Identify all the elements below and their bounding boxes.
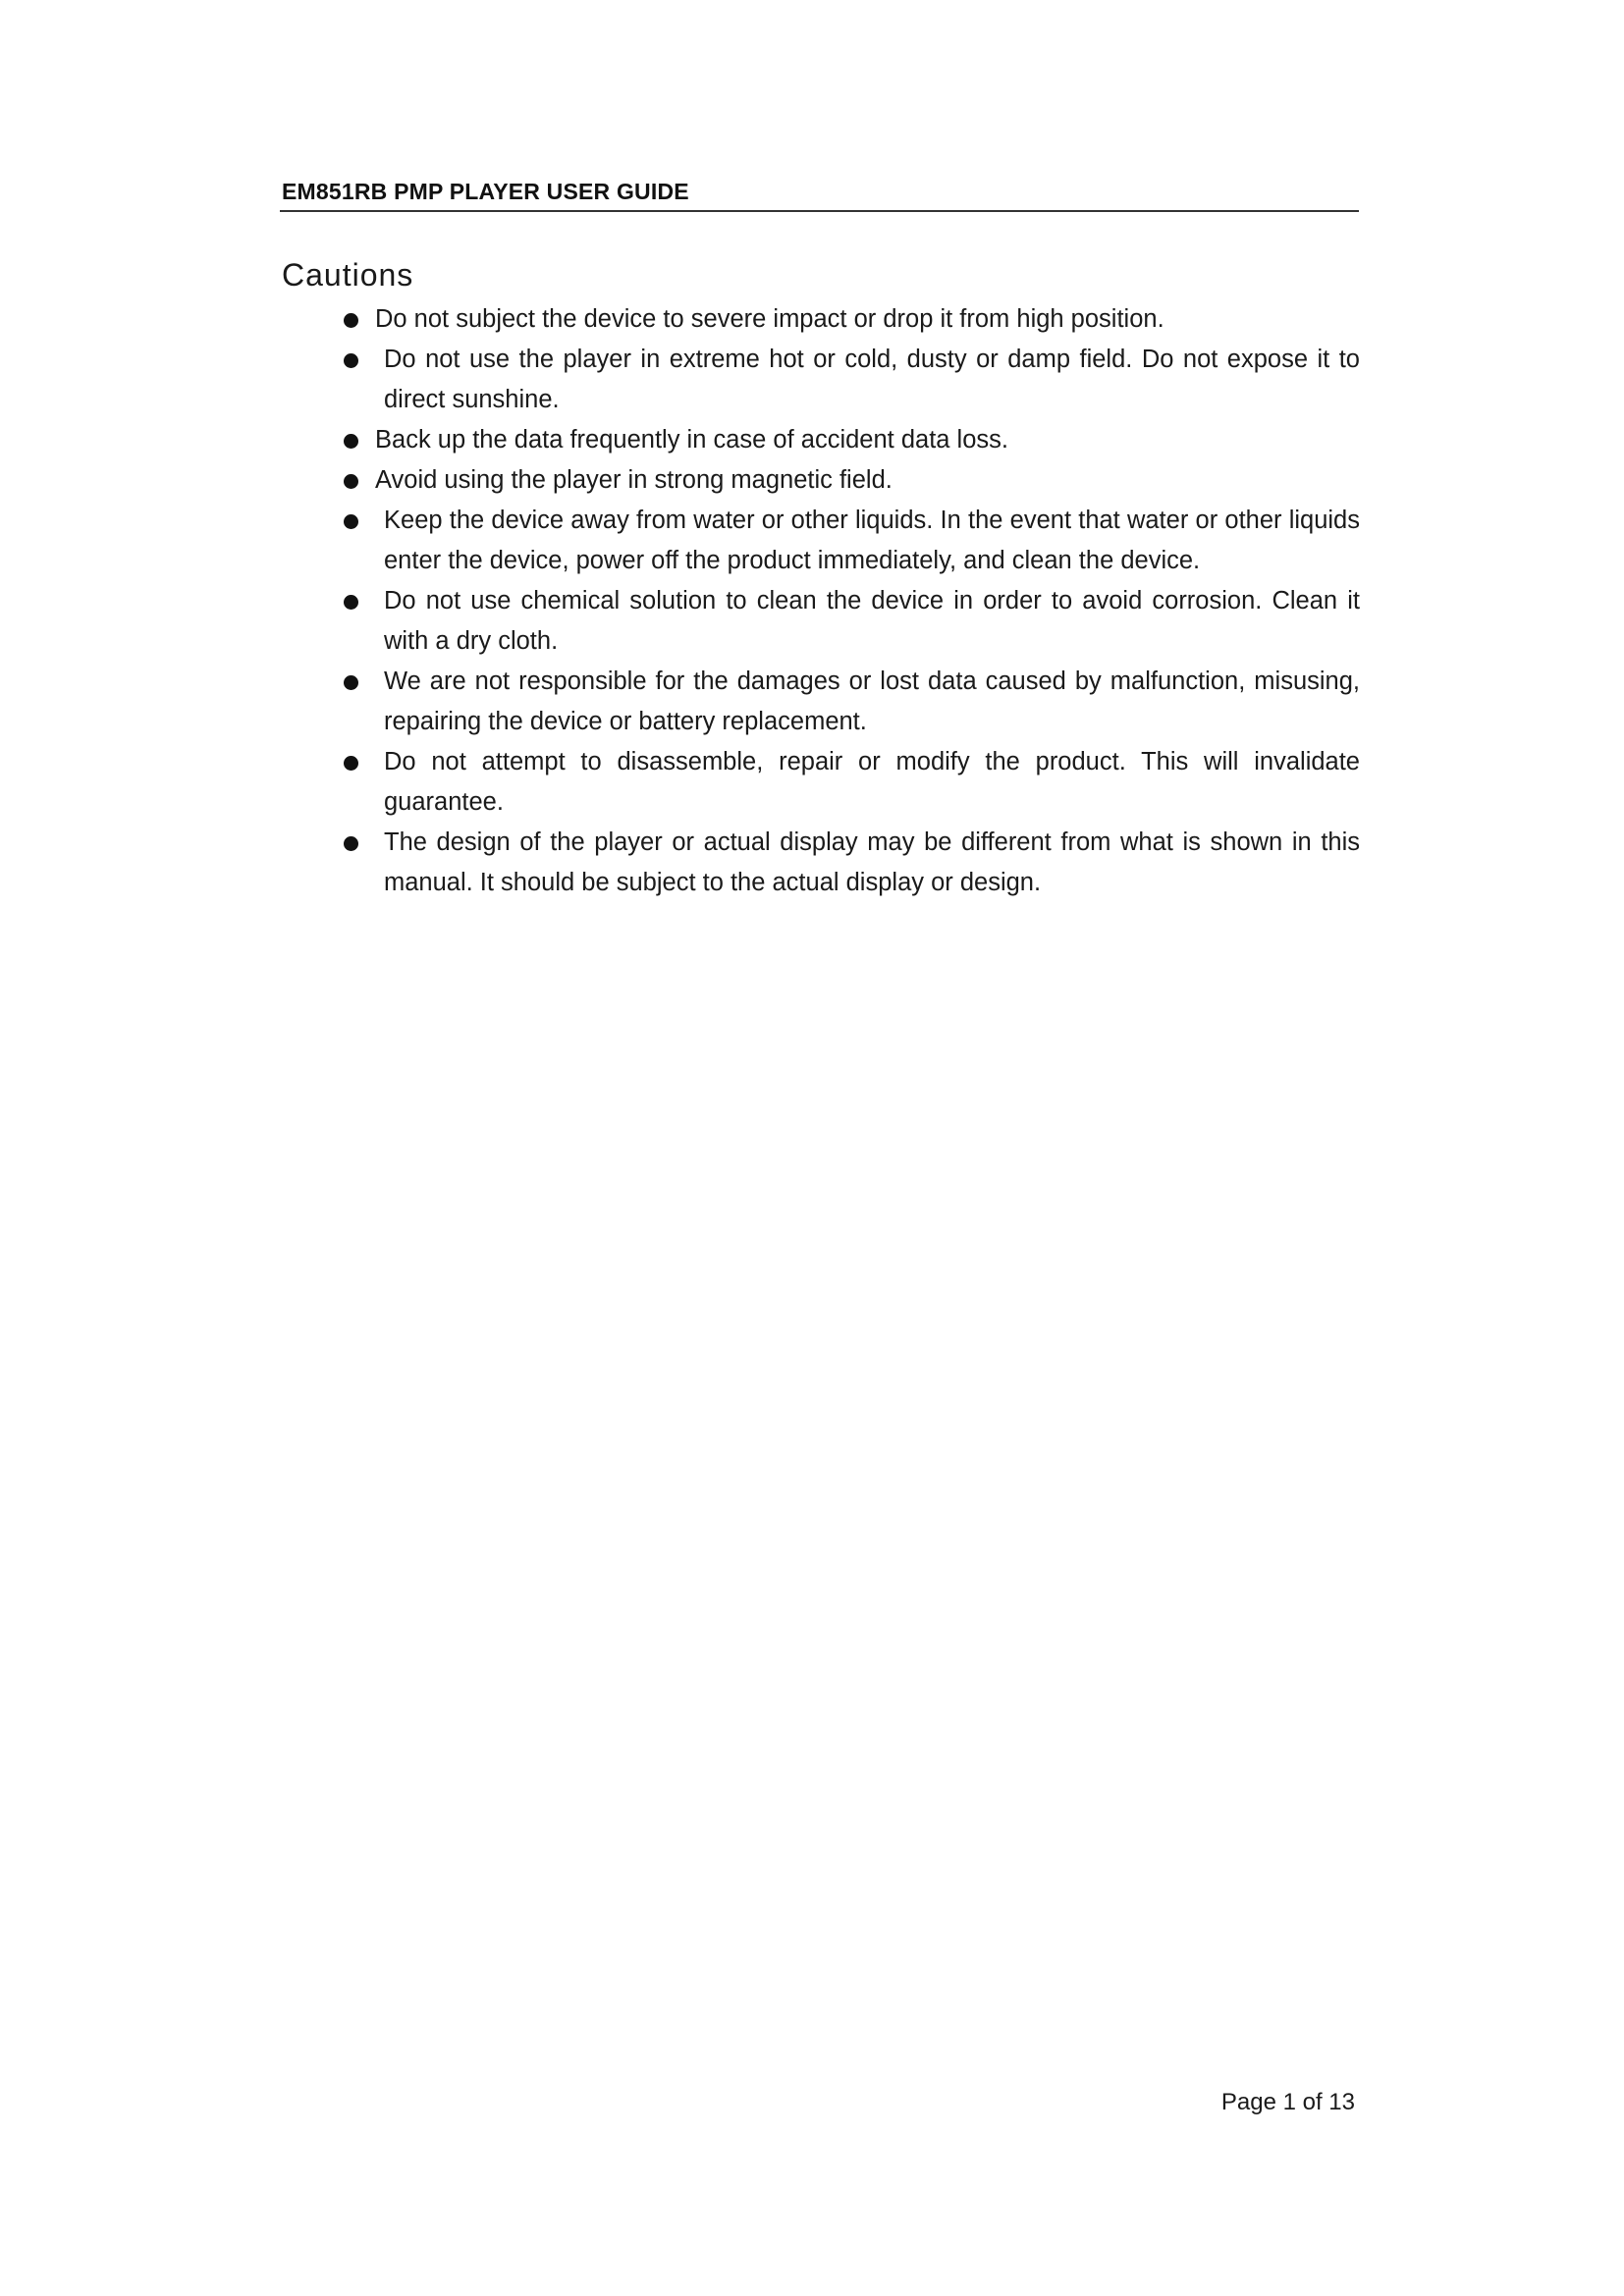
- caution-text: Avoid using the player in strong magnetic field.: [375, 466, 893, 494]
- caution-text: Back up the data frequently in case of accident data loss.: [375, 426, 1008, 454]
- bullet-icon: [344, 836, 358, 851]
- caution-text: Do not use chemical solution to clean the device in order to avoid corrosion. Clean it with a dry cloth.: [384, 587, 1360, 655]
- caution-text: Do not attempt to disassemble, repair or modify the product. This will invalidate guarantee.: [384, 748, 1360, 816]
- caution-item: [339, 823, 1360, 903]
- caution-text: Do not subject the device to severe impact or drop it from high position.: [375, 305, 1164, 333]
- bullet-icon: [344, 434, 358, 449]
- caution-item: [339, 420, 1360, 460]
- caution-text: Do not use the player in extreme hot or cold, dusty or damp field. Do not expose it to direct sunshine.: [384, 346, 1360, 413]
- bullet-icon: [344, 756, 358, 771]
- caution-text: We are not responsible for the damages or lost data caused by malfunction, misusing, repairing the device or battery replacement.: [384, 667, 1360, 735]
- caution-item: [339, 742, 1360, 823]
- caution-list: [339, 299, 1360, 903]
- bullet-icon: [344, 474, 358, 489]
- caution-item: [339, 581, 1360, 662]
- caution-item: [339, 662, 1360, 742]
- caution-text: Keep the device away from water or other liquids. In the event that water or other liquids enter the device, power off the product immediately, and clean the device.: [384, 507, 1360, 574]
- bullet-icon: [344, 313, 358, 328]
- bullet-icon: [344, 353, 358, 368]
- bullet-icon: [344, 595, 358, 610]
- caution-item: [339, 501, 1360, 581]
- page-number: Page 1 of 13: [1220, 2089, 1355, 2115]
- caution-item: [339, 299, 1360, 340]
- caution-text: The design of the player or actual display may be different from what is shown in this manual. It should be subject to the actual display or design.: [384, 828, 1360, 896]
- document-title: EM851RB PMP PLAYER USER GUIDE: [282, 179, 689, 204]
- bullet-icon: [344, 675, 358, 690]
- bullet-icon: [344, 514, 358, 529]
- caution-item: [339, 460, 1360, 501]
- section-heading: Cautions: [282, 257, 414, 293]
- page-header: [280, 177, 1359, 212]
- caution-item: [339, 340, 1360, 420]
